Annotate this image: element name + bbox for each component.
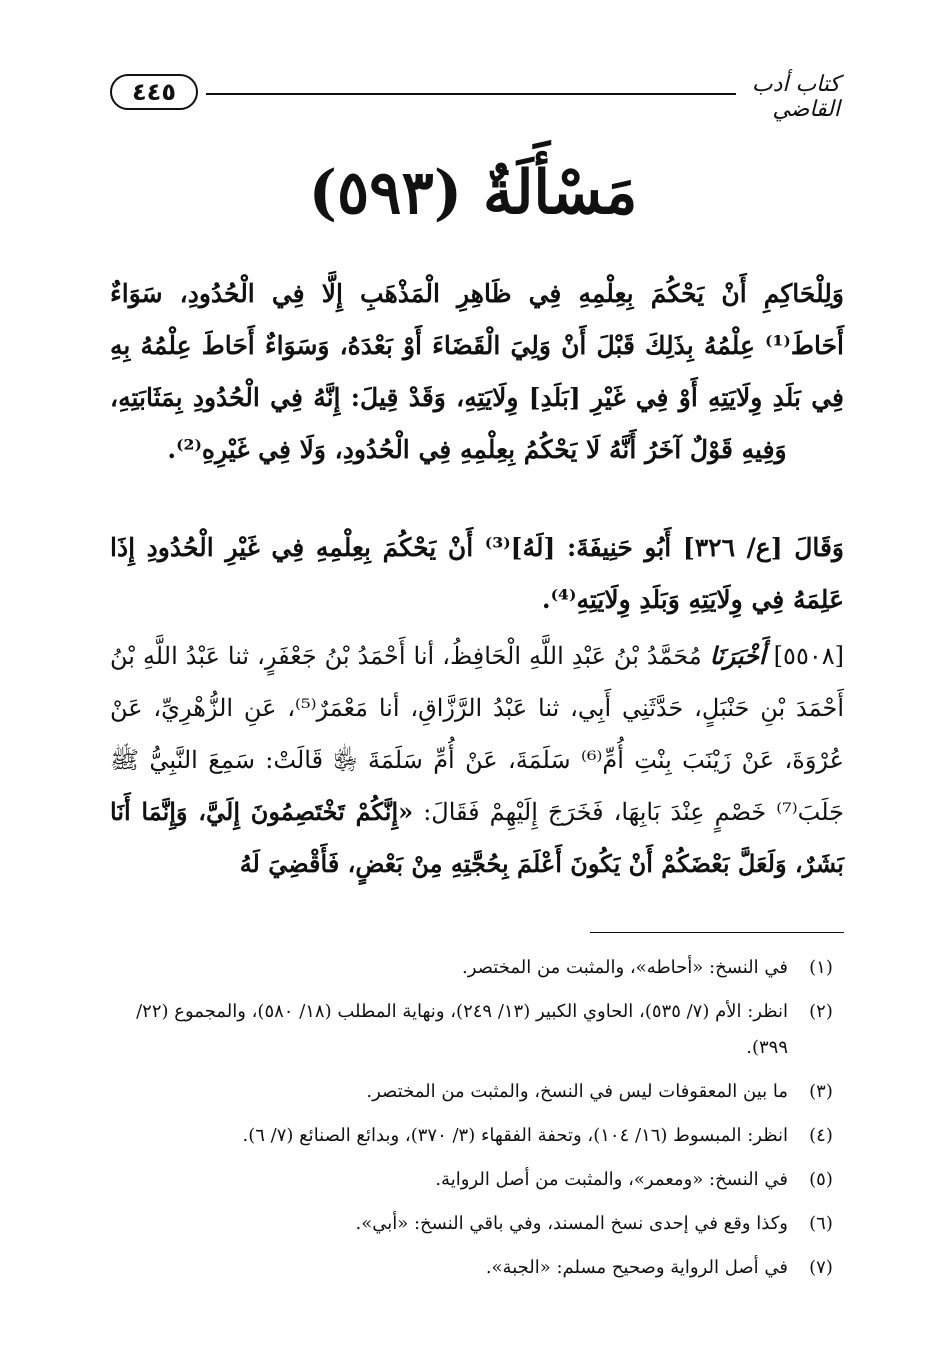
paragraph-ruling: وَلِلْحَاكِمِ أَنْ يَحْكُمَ بِعِلْمِهِ فِي ظَاهِرِ الْمَذْهَبِ إِلَّا فِي الْحُدُودِ، سَوَاءٌ أَحَاطَ⁽¹⁾ عِلْمُهُ بِذَلِكَ قَبْلَ أَنْ وَلِيَ الْقَضَاءَ أَوْ بَعْدَهُ، وَسَوَاءٌ أَحَاطَ عِلْمُهُ بِهِ فِي بَلَدِ وِلَايَتِهِ أَوْ فِي غَيْرِ [بَلَدِ] وِلَايَتِهِ، وَقَدْ قِيلَ: إِنَّهُ فِي الْحُدُودِ بِمَثَابَتِهِ، وَفِيهِ قَوْلٌ آخَرُ أَنَّهُ لَا يَحْكُمُ بِعِلْمِهِ فِي الْحُدُودِ، وَلَا فِي غَيْرِهِ⁽²⁾. <box>110 279 844 464</box>
footnote-number: (١) <box>809 957 833 978</box>
footnote-text: وكذا وقع في إحدى نسخ المسند، وفي باقي النسخ: «أبي». <box>355 1213 788 1234</box>
footnote-item <box>110 1250 844 1286</box>
footnote-number: (٦) <box>809 1213 833 1234</box>
page-number: ٤٤٥ <box>110 74 198 110</box>
footnote-item <box>110 1162 844 1198</box>
footnote-text: انظر: الأم (٧/ ٥٣٥)، الحاوي الكبير (١٣/ ٢٤٩)، ونهاية المطلب (١٨/ ٥٨٠)، والمجموع (٢٢/ ٣٩٩). <box>136 1001 788 1058</box>
footnote-text: في النسخ: «أحاطه»، والمثبت من المختصر. <box>462 957 788 978</box>
footnote-item <box>110 994 844 1066</box>
narration-number: [٥٥٠٨] <box>773 642 844 670</box>
header-rule <box>206 93 736 95</box>
paragraph-hadith <box>110 630 844 890</box>
hadith-text: «إِنَّكُمْ تَخْتَصِمُونَ إِلَيَّ، وَإِنَّمَا أَنَا بَشَرٌ، وَلَعَلَّ بَعْضَكُمْ أَنْ يَكُونَ أَعْلَمَ بِحُجَّتِهِ مِنْ بَعْضٍ، فَأَقْضِيَ لَهُ <box>110 797 844 878</box>
footnote-item <box>110 950 844 986</box>
issue-title: مَسْأَلَةٌ (٥٩٣) <box>308 158 638 228</box>
footnote-text: في النسخ: «ومعمر»، والمثبت من أصل الرواية. <box>435 1169 788 1190</box>
footnote-divider <box>590 932 844 933</box>
footnote-item <box>110 1118 844 1154</box>
footnote-number: (٤) <box>809 1125 833 1146</box>
footnote-item <box>110 1074 844 1110</box>
footnote-text: في أصل الرواية وصحيح مسلم: «الجبة». <box>485 1257 788 1278</box>
page-header <box>110 70 840 122</box>
footnote-item <box>110 1206 844 1242</box>
footnotes-list <box>110 950 844 1294</box>
footnote-number: (٢) <box>809 1001 833 1022</box>
footnote-text: انظر: المبسوط (١٦/ ١٠٤)، وتحفة الفقهاء (٣/ ٣٧٠)، وبدائع الصنائع (٧/ ٦). <box>242 1125 788 1146</box>
footnote-number: (٣) <box>809 1081 833 1102</box>
footnote-number: (٥) <box>809 1169 833 1190</box>
footnote-number: (٧) <box>809 1257 833 1278</box>
paragraph-abu-hanifa: وَقَالَ [ع/ ٣٢٦] أَبُو حَنِيفَةَ: [لَهُ]⁽³⁾ أَنْ يَحْكُمَ بِعِلْمِهِ فِي غَيْرِ الْحُدُودِ إِذَا عَلِمَهُ فِي وِلَايَتِهِ وَبَلَدِ وِلَايَتِهِ⁽⁴⁾. <box>110 533 845 614</box>
running-book-title: كتاب أدب القاضي <box>751 72 840 122</box>
footnote-text: ما بين المعقوفات ليس في النسخ، والمثبت من المختصر. <box>366 1081 788 1102</box>
akhbarana-word: أَخْبَرَنَا <box>709 641 766 670</box>
isnad-text: مُحَمَّدُ بْنُ عَبْدِ اللَّهِ الْحَافِظُ، أنا أَحْمَدُ بْنُ جَعْفَرٍ، ثنا عَبْدُ اللَّهِ بْنُ أَحْمَدَ بْنِ حَنْبَلٍ، حَدَّثَنِي أَبِي، ثنا عَبْدُ الرَّزَّاقِ، أنا مَعْمَرٌ⁽⁵⁾، عَنِ الزُّهْرِيِّ، عَنْ عُرْوَةَ، عَنْ زَيْنَبَ بِنْتِ أُمِّ⁽⁶⁾ سَلَمَةَ، عَنْ أُمِّ سَلَمَةَ ﵂ قَالَتْ: سَمِعَ النَّبِيُّ ﷺ جَلَبَ⁽⁷⁾ خَصْمٍ عِنْدَ بَابِهَا، فَخَرَجَ إِلَيْهِمْ فَقَالَ: <box>110 642 845 826</box>
